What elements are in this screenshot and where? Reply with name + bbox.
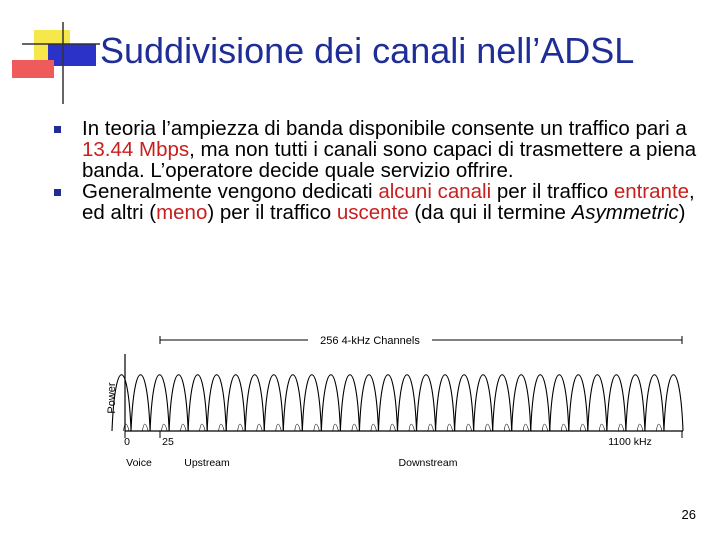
channels-label: 256 4-kHz Channels <box>320 335 420 347</box>
channel-side-lobe <box>181 424 187 431</box>
channel-hump <box>302 375 321 431</box>
channel-side-lobe <box>466 424 472 431</box>
channel-humps <box>112 375 683 431</box>
band-label-voice: Voice <box>126 457 152 469</box>
tick-label-0: 0 <box>124 436 130 448</box>
channel-hump <box>626 375 645 431</box>
channel-hump <box>283 375 302 431</box>
channel-side-lobe <box>580 424 586 431</box>
channel-side-lobe <box>295 424 301 431</box>
channel-side-lobe <box>618 424 624 431</box>
slide-title: Suddivisione dei canali nell’ADSL <box>100 30 635 71</box>
channel-side-lobe <box>123 424 129 431</box>
channel-hump <box>474 375 493 431</box>
channel-hump <box>321 375 340 431</box>
channel-hump <box>150 375 169 431</box>
channel-side-lobe <box>371 424 377 431</box>
channel-side-lobe <box>276 424 282 431</box>
bullet-item <box>50 181 710 223</box>
band-label-downstream: Downstream <box>398 457 458 469</box>
tick-label-25: 25 <box>162 436 174 448</box>
channel-side-lobe <box>561 424 567 431</box>
channel-side-lobe <box>257 424 263 431</box>
channel-side-lobe <box>523 424 529 431</box>
channel-side-lobe <box>542 424 548 431</box>
corner-logo-decoration <box>0 0 100 110</box>
channel-hump <box>131 375 150 431</box>
channel-hump <box>245 375 264 431</box>
bullet-marker-icon <box>54 126 61 133</box>
channel-side-lobe <box>637 424 643 431</box>
band-label-upstream: Upstream <box>184 457 230 469</box>
bullet-list <box>50 118 710 223</box>
page-number: 26 <box>681 507 696 522</box>
adsl-channel-diagram <box>100 326 690 476</box>
channel-side-lobe <box>352 424 358 431</box>
channel-hump <box>226 375 245 431</box>
bullet-text: Generalmente vengono dedicati alcuni canali per il traffico entrante, ed altri (meno) per il traffico uscente (da qui il termine Asymmetric) <box>82 180 695 224</box>
y-axis-label: Power <box>106 382 118 414</box>
channel-hump <box>588 375 607 431</box>
channel-side-lobe <box>504 424 510 431</box>
bullet-item <box>50 118 710 181</box>
channel-hump <box>359 375 378 431</box>
channel-hump <box>664 375 683 431</box>
channel-hump <box>264 375 283 431</box>
channel-side-lobe <box>219 424 225 431</box>
channel-hump <box>455 375 474 431</box>
channel-hump <box>493 375 512 431</box>
channel-side-lobe <box>485 424 491 431</box>
channel-side-lobe <box>409 424 415 431</box>
channel-side-lobe <box>428 424 434 431</box>
channel-hump <box>207 375 226 431</box>
channels-bracket <box>160 331 682 347</box>
channel-side-lobe <box>142 424 148 431</box>
channel-hump <box>569 375 588 431</box>
channel-hump <box>417 375 436 431</box>
channel-hump <box>512 375 531 431</box>
channel-side-lobe <box>599 424 605 431</box>
channel-side-lobe <box>238 424 244 431</box>
channel-hump <box>169 375 188 431</box>
channel-hump <box>398 375 417 431</box>
bullet-marker-icon <box>54 189 61 196</box>
bullet-text: In teoria l’ampiezza di banda disponibile consente un traffico pari a 13.44 Mbps, ma non tutti i canali sono capaci di trasmettere a piena banda. L’operatore decide quale servizio offrire. <box>82 117 697 182</box>
channel-hump <box>607 375 626 431</box>
channel-hump <box>436 375 455 431</box>
channel-side-lobe <box>656 424 662 431</box>
channel-side-lobe <box>161 424 167 431</box>
channel-side-lobe <box>390 424 396 431</box>
channel-side-lobe <box>447 424 453 431</box>
tick-label-1100: 1100 kHz <box>608 436 652 448</box>
channel-hump <box>340 375 359 431</box>
channel-side-lobe <box>200 424 206 431</box>
channel-hump <box>645 375 664 431</box>
channel-hump <box>378 375 397 431</box>
channel-hump <box>188 375 207 431</box>
channel-side-lobe <box>314 424 320 431</box>
channel-side-lobe <box>333 424 339 431</box>
channel-hump <box>550 375 569 431</box>
channel-hump <box>531 375 550 431</box>
